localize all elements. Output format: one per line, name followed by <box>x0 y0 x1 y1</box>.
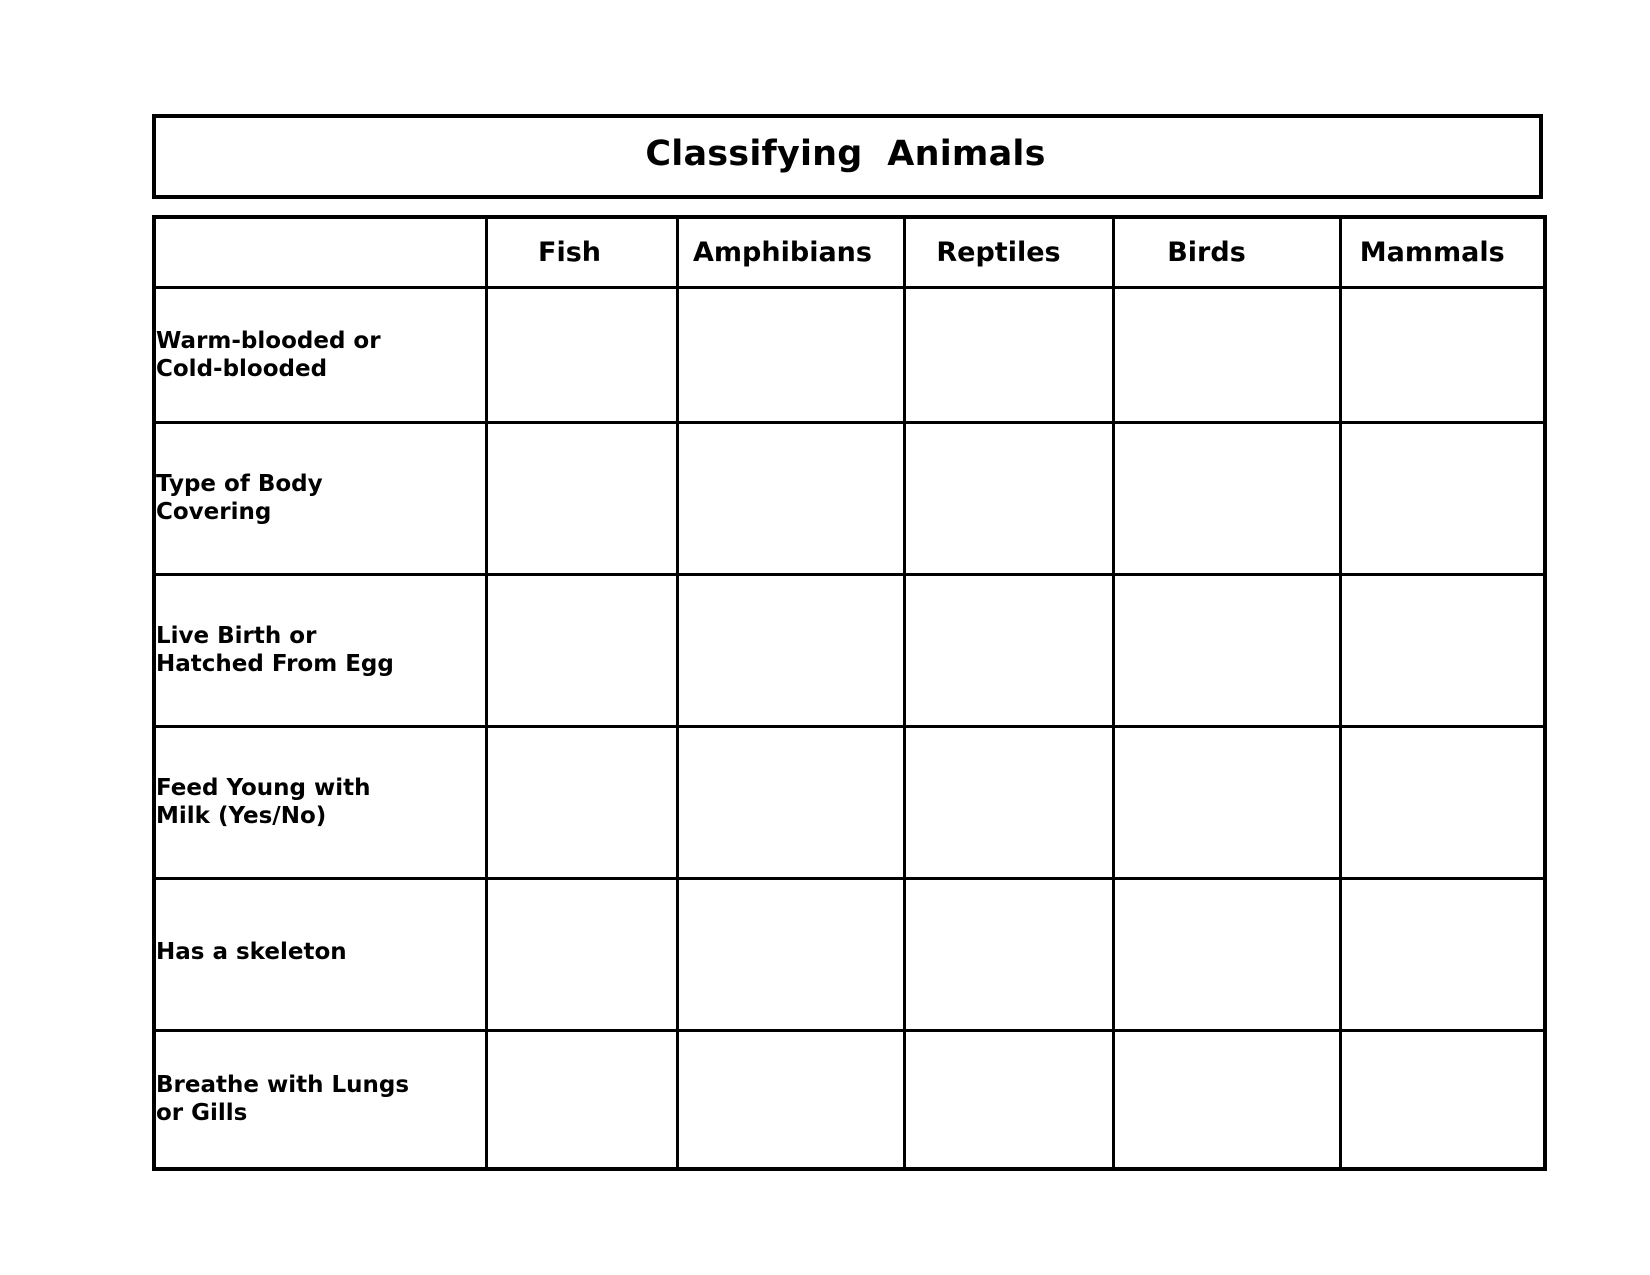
answer-cell[interactable] <box>486 1030 677 1169</box>
answer-cell[interactable] <box>486 422 677 574</box>
row-label-skeleton: Has a skeleton <box>154 878 486 1030</box>
row-label-birth: Live Birth or Hatched From Egg <box>154 574 486 726</box>
answer-cell[interactable] <box>1340 1030 1545 1169</box>
row-label-breathing: Breathe with Lungs or Gills <box>154 1030 486 1169</box>
answer-cell[interactable] <box>486 878 677 1030</box>
column-header-amphibians <box>677 217 904 287</box>
answer-cell[interactable] <box>1340 726 1545 878</box>
answer-cell[interactable] <box>677 726 904 878</box>
column-header-reptiles <box>904 217 1113 287</box>
answer-cell[interactable] <box>677 878 904 1030</box>
row-label-milk: Feed Young with Milk (Yes/No) <box>154 726 486 878</box>
answer-cell[interactable] <box>1113 878 1340 1030</box>
answer-cell[interactable] <box>677 574 904 726</box>
answer-cell[interactable] <box>904 1030 1113 1169</box>
answer-cell[interactable] <box>486 574 677 726</box>
row-label-blood: Warm-blooded or Cold-blooded <box>154 287 486 422</box>
worksheet-title: Classifying Animals <box>645 133 1046 174</box>
answer-cell[interactable] <box>677 422 904 574</box>
table-row <box>154 726 1545 878</box>
answer-cell[interactable] <box>1340 287 1545 422</box>
title-box <box>152 114 1543 199</box>
column-header-mammals <box>1340 217 1545 287</box>
column-header-birds <box>1113 217 1340 287</box>
answer-cell[interactable] <box>1340 878 1545 1030</box>
table-row <box>154 574 1545 726</box>
column-header-label: Birds <box>1167 236 1246 268</box>
answer-cell[interactable] <box>1340 574 1545 726</box>
header-row <box>154 217 1545 287</box>
answer-cell[interactable] <box>904 287 1113 422</box>
answer-cell[interactable] <box>904 422 1113 574</box>
answer-cell[interactable] <box>1113 422 1340 574</box>
answer-cell[interactable] <box>677 1030 904 1169</box>
column-header-fish <box>486 217 677 287</box>
row-label-body-covering: Type of Body Covering <box>154 422 486 574</box>
table-row <box>154 878 1545 1030</box>
column-header-label: Mammals <box>1359 236 1505 268</box>
corner-cell <box>154 217 486 287</box>
column-header-label: Reptiles <box>936 236 1061 268</box>
classification-table <box>152 215 1547 1171</box>
column-header-label: Amphibians <box>693 236 872 268</box>
table-row <box>154 1030 1545 1169</box>
answer-cell[interactable] <box>486 726 677 878</box>
answer-cell[interactable] <box>677 287 904 422</box>
answer-cell[interactable] <box>486 287 677 422</box>
answer-cell[interactable] <box>1113 1030 1340 1169</box>
answer-cell[interactable] <box>1113 574 1340 726</box>
answer-cell[interactable] <box>1113 287 1340 422</box>
answer-cell[interactable] <box>904 726 1113 878</box>
answer-cell[interactable] <box>1340 422 1545 574</box>
table-row <box>154 422 1545 574</box>
column-header-label: Fish <box>538 236 601 268</box>
table-row <box>154 287 1545 422</box>
answer-cell[interactable] <box>1113 726 1340 878</box>
answer-cell[interactable] <box>904 878 1113 1030</box>
answer-cell[interactable] <box>904 574 1113 726</box>
